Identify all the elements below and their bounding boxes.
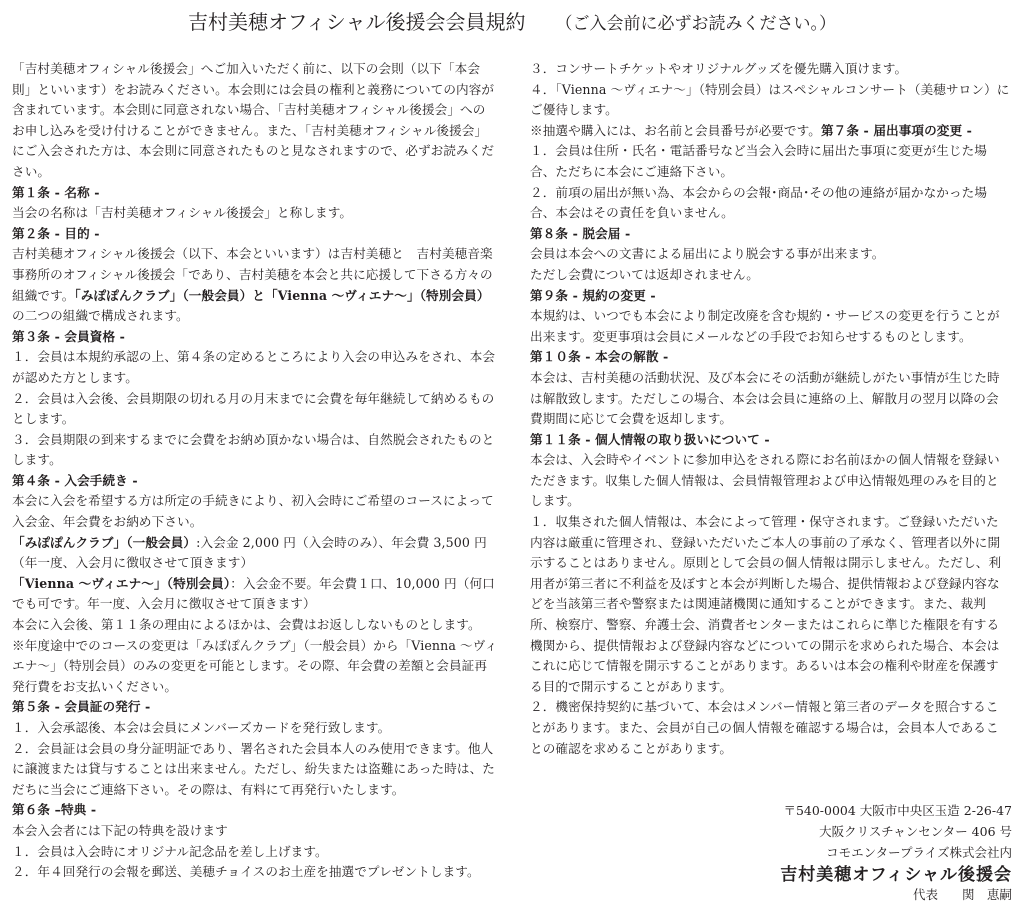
article-3-heading: 第３条 - 会員資格 - <box>12 328 125 344</box>
intro-paragraph: 「吉村美穂オフィシャル後援会」へご加入いただく前に、以下の会則（以下「本会則」といいます）をお読みください。本会則には会員の権利と義務についての内容が含まれています。本会則に同意されない場合、「吉村美穂オフィシャル後援会」へのお申し込みを受け付けることができません。また、「吉村美穂オフィシャル後援会」にご入会された方は、本会則に同意されたものと見なされますので、必ずお読みください。 <box>12 61 495 179</box>
article-6-note <box>530 121 1010 142</box>
article-3-item: ３．会員期限の到来するまでに会費をお納め頂かない場合は、自然脱会されたものとします。 <box>12 431 495 468</box>
page-title-main: 吉村美穂オフィシャル後援会会員規約 <box>188 10 526 34</box>
article-6-item: ３．コンサートチケットやオリジナルグッズを優先購入頂けます。 <box>530 61 908 76</box>
course-special <box>12 574 498 615</box>
article-10-text: 本会は、吉村美穂の活動状況、及び本会にその活動が継続しがたい事情が生じた時は解散致します。ただしこの場合、本会は会員に連絡の上、解散月の翌月以降の会費期間に応じて会費を返却します。 <box>530 369 1000 427</box>
page-title <box>0 6 1024 35</box>
article-8-item: ただし会費については返却されません。 <box>530 266 759 282</box>
article-1-text: 当会の名称は「吉村美穂オフィシャル後援会」と称します。 <box>12 205 353 221</box>
article-11-item: ２．機密保持契約に基づいて、本会はメンバー情報と第三者のデータを照合することがあります。また、会員が自己の個人情報を確認する場合は，会員本人であることの確認を求めることがあります。 <box>530 699 999 756</box>
article-7-item: ２．前項の届出が無い為、本会からの会報･商品･その他の連絡が届かなかった場合、本会はその責任を負いません。 <box>530 184 988 221</box>
article-6-text: 本会入会者には下記の特典を設けます <box>12 822 228 838</box>
article-6-heading: 第６条 –特典 - <box>12 802 97 818</box>
article-2-text <box>12 244 498 326</box>
article-3-item: ２．会員は入会後、会員期限の切れる月の月末までに会費を毎年継続して納めるものとします。 <box>12 390 495 427</box>
article-3-item: １．会員は本規約承認の上、第４条の定めるところにより入会の申込みをされ、本会が認めた方とします。 <box>12 349 496 385</box>
representative <box>780 887 1012 903</box>
course-general-fees: :入会金 2,000 円（入会時のみ）、年会費 3,500 円（年一度、入会月に徴収させて頂きます） <box>12 534 487 571</box>
representative-name: 関 恵嗣 <box>961 887 1012 902</box>
page-title-note: （ご入会前に必ずお読みください。） <box>555 14 836 34</box>
article-11-text: 本会は、入会時やイベントに参加申込をされる際にお名前ほかの個人情報を登録いただきます。収集した個人情報は、会員情報管理および申込情報処理のみを目的とします。 <box>530 452 1000 509</box>
representative-label: 代表 <box>912 887 938 902</box>
article-6-item: １．会員は入会時にオリジナル記念品を差し上げます。 <box>12 843 328 859</box>
article-4-refund: 本会に入会後、第１１条の理由によるほかは、会費はお返ししないものとします。 <box>12 617 481 633</box>
article-5-heading: 第５条 - 会員証の発行 - <box>12 699 151 715</box>
article-5-item: １．入会承認後、本会は会員にメンバーズカードを発行致します。 <box>12 720 391 735</box>
article-11-item: １．収集された個人情報は、本会によって管理・保守されます。ご登録いただいた内容は厳重に管理され、登録いただいたご本人の事前の了承なく、管理者以外に開示することはありません。原則として会員の個人情報は開示しません。ただし、利用者が第三者に不利益を及ぼすと本会が判断した場合、提供情報および登録内容などを当該第三者や警察または関連諸機関に通知することができます。また、裁判所、検察庁、警察、弁護士会、消費者センターまたはこれらに準じた権限を有する機関から、提供情報および登録内容などについての開示を求められた場合、本会はこれに応じて情報を開示することがあります。あるいは本会の権利や財産を保護する目的で開示することがあります。 <box>530 514 1002 694</box>
article-11-heading: 第１１条 - 個人情報の取り扱いについて - <box>530 431 770 447</box>
postal-address: 〒540-0004 大阪市中央区玉造 2-26-47 <box>783 803 1012 818</box>
article-2-organizations: 「みぽぽんクラブ」（一般会員）と「Vienna ～ヴィエナ～」（特別会員） <box>74 287 490 303</box>
organization-name: 吉村美穂オフィシャル後援会 <box>780 865 1012 885</box>
building-name: 大阪クリスチャンセンター 406 号 <box>819 824 1012 839</box>
article-2-text-before: 吉村美穂オフィシャル後援会（以下、本会といいます）は吉村美穂と 吉村美穂音楽事務所のオフィシャル後援会「であり、吉村美穂を本会と共に応援して下さる方々の組織です。 <box>12 246 493 303</box>
course-general-label: 「みぽぽんクラブ」（一般会員） <box>12 534 197 550</box>
article-7-item: １．会員は住所・氏名・電話番号など当会入会時に届出た事項に変更が生じた場合、ただちに本会にご連絡下さい。 <box>530 143 987 179</box>
address-block <box>780 800 1012 903</box>
article-6-note-text: ※抽選や購入には、お名前と会員番号が必要です。 <box>530 122 821 138</box>
course-special-fees: ：入会金不要。年会費１口、10,000 円（何口でも可です。年一度、入会月に徴収させて頂きます） <box>12 575 495 612</box>
article-2-text-after: の二つの組織で構成されます。 <box>12 308 189 324</box>
article-10-heading: 第１０条 - 本会の解散 - <box>530 349 669 365</box>
right-column <box>530 59 1010 759</box>
article-6-item: ２．年４回発行の会報を郵送、美穂チョイスのお土産を抽選でプレゼントします。 <box>12 864 480 880</box>
article-8-heading: 第８条 - 脱会届 - <box>530 225 631 241</box>
article-9-text: 本規約は、いつでも本会により制定改廃を含む規約・サービスの変更を行うことが出来ます。変更事項は会員にメールなどの手段でお知らせするものとします。 <box>530 308 1000 344</box>
article-2-heading: 第２条 - 目的 - <box>12 225 100 241</box>
article-7-heading: 第７条 - 届出事項の変更 - <box>820 122 972 138</box>
article-5-item: ２．会員証は会員の身分証明証であり、署名された会員本人のみ使用できます。他人に譲渡または貸与することは出来ません。ただし、紛失または盗難にあった時は、ただちに当会にご連絡下さい。その際は、有料にて再発行いたします。 <box>12 740 495 797</box>
article-1-heading: 第１条 - 名称 - <box>12 184 100 200</box>
course-special-label: 「Vienna ～ヴィエナ～」（特別会員） <box>12 575 231 591</box>
article-6-item: ４．「Vienna ～ヴィエナ～」（特別会員）はスペシャルコンサート（美穂サロン）にご優待します。 <box>530 81 1010 118</box>
course-general <box>12 533 498 574</box>
article-4-note: ※年度途中でのコースの変更は「みぽぽんクラブ」（一般会員）から「Vienna ～ヴィエナ～」（特別会員）のみの変更を可能とします。その際、年会費の差額と会員証再発行費をお支払いください。 <box>12 637 498 694</box>
company-name: コモエンタープライズ株式会社内 <box>826 845 1012 860</box>
article-8-item: 会員は本会への文書による届出により脱会する事が出来ます。 <box>530 246 885 262</box>
left-column <box>12 59 498 883</box>
article-4-text: 本会に入会を希望する方は所定の手続きにより、初入会時にご希望のコースによって入会金、年会費をお納め下さい。 <box>12 493 494 530</box>
article-4-heading: 第４条 - 入会手続き - <box>12 472 138 488</box>
article-9-heading: 第９条 - 規約の変更 - <box>530 287 656 303</box>
